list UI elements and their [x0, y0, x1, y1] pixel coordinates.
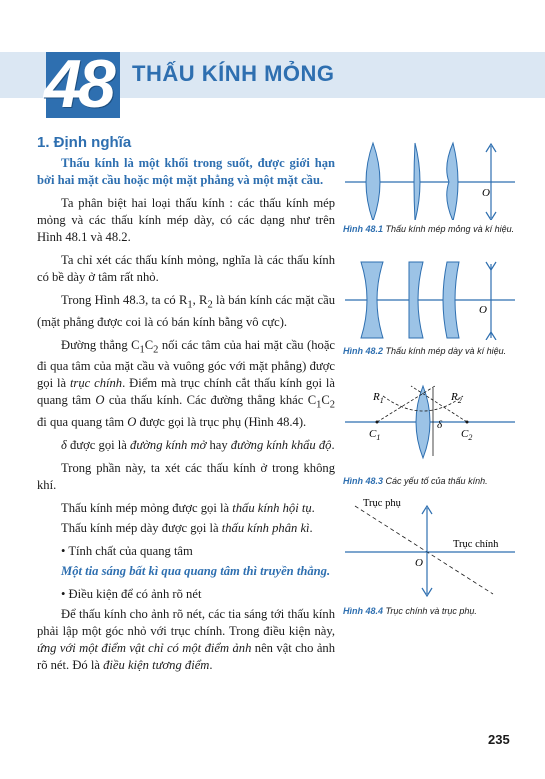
paragraph-axis: Đường thẳng $C_1C_2$ nối các tâm của hai mặt cầu (hoặc đi qua tâm của mặt cầu và vuông góc với mặt phẳng) được gọi là trục chính. Điểm mà trục chính cắt thấu kính gọi là quang tâm O của thấu kính. Các đường thẳng khác $C_1C_2$ đi qua quang tâm O được gọi là trục phụ (Hình 48.4). — [37, 337, 336, 429]
bullet-optical-center: • Tính chất của quang tâm — [61, 543, 193, 558]
svg-text:Trục chính: Trục chính — [453, 539, 499, 550]
svg-text:O: O — [479, 304, 487, 316]
figure-48-2 — [343, 258, 518, 340]
svg-text:C1: $C_1$ — [369, 428, 381, 442]
page-number: 235 — [488, 732, 510, 747]
main-text-column — [37, 134, 335, 680]
definition: Thấu kính là một khối trong suốt, được giới hạn bởi hai mặt cầu hoặc một mặt phẳng và một mặt cầu. — [37, 156, 335, 187]
paragraph-lens-types: Ta phân biệt hai loại thấu kính : các thấu kính mép mỏng và các thấu kính mép dày, có các dạng như trên Hình 48.1 và 48.2. — [37, 196, 335, 244]
paragraph-aperture: δ được gọi là đường kính mở hay đường kính khẩu độ. — [61, 437, 335, 452]
section-title: 1. Định nghĩa — [37, 134, 132, 151]
figure-48-3 — [343, 376, 518, 468]
chapter-title: THẤU KÍNH MỎNG — [132, 61, 335, 86]
svg-text:O: O — [482, 187, 490, 199]
caption-48-2: Hình 48.2 Thấu kính mép dày và kí hiệu. — [343, 346, 507, 356]
svg-text:Trục phụ: Trục phụ — [363, 498, 401, 509]
paragraph-in-air: Trong phần này, ta xét các thấu kính ở trong không khí. — [37, 460, 335, 492]
svg-text:δ: δ — [437, 419, 443, 431]
paragraph-aplanatic: Để thấu kính cho ảnh rõ nét, các tia sáng tới thấu kính phải lập một góc nhỏ với trục chính. Trong điều kiện này, ứng với một điểm vật chỉ có một điểm ảnh nên vật cho ảnh rõ nét. Đó là điều kiện tương điểm. — [37, 606, 336, 672]
svg-text:O: O — [415, 557, 423, 569]
svg-text:C2: $C_2$ — [461, 428, 473, 442]
paragraph-diverging: Thấu kính mép dày được gọi là thấu kính phân kì. — [61, 520, 313, 535]
svg-text:R2: $R_2$ — [451, 391, 462, 405]
figure-48-1 — [343, 138, 518, 220]
caption-48-1: Hình 48.1 Thấu kính mép mỏng và kí hiệu. — [343, 224, 515, 234]
paragraph-radii: Trong Hình 48.3, ta có $R_1$, $R_2$ là bán kính các mặt cầu (mặt phẳng được coi là có bán kính bằng vô cực). — [37, 293, 336, 329]
figure-48-4 — [343, 494, 518, 598]
caption-48-4: Hình 48.4 Trục chính và trục phụ. — [343, 606, 477, 616]
rule-optical-center: Một tia sáng bất kì qua quang tâm thì truyền thẳng. — [61, 563, 331, 578]
svg-text:R1: $R_1$ — [373, 391, 384, 405]
chapter-number: 48 — [44, 46, 112, 122]
bullet-sharp-image: • Điều kiện để có ảnh rõ nét — [61, 586, 202, 601]
caption-48-3: Hình 48.3 Các yếu tố của thấu kính. — [343, 476, 488, 486]
paragraph-thin-lens: Ta chỉ xét các thấu kính mỏng, nghĩa là các thấu kính có bề dày ở tâm rất nhỏ. — [37, 253, 335, 284]
paragraph-converging: Thấu kính mép mỏng được gọi là thấu kính hội tụ. — [61, 500, 315, 515]
